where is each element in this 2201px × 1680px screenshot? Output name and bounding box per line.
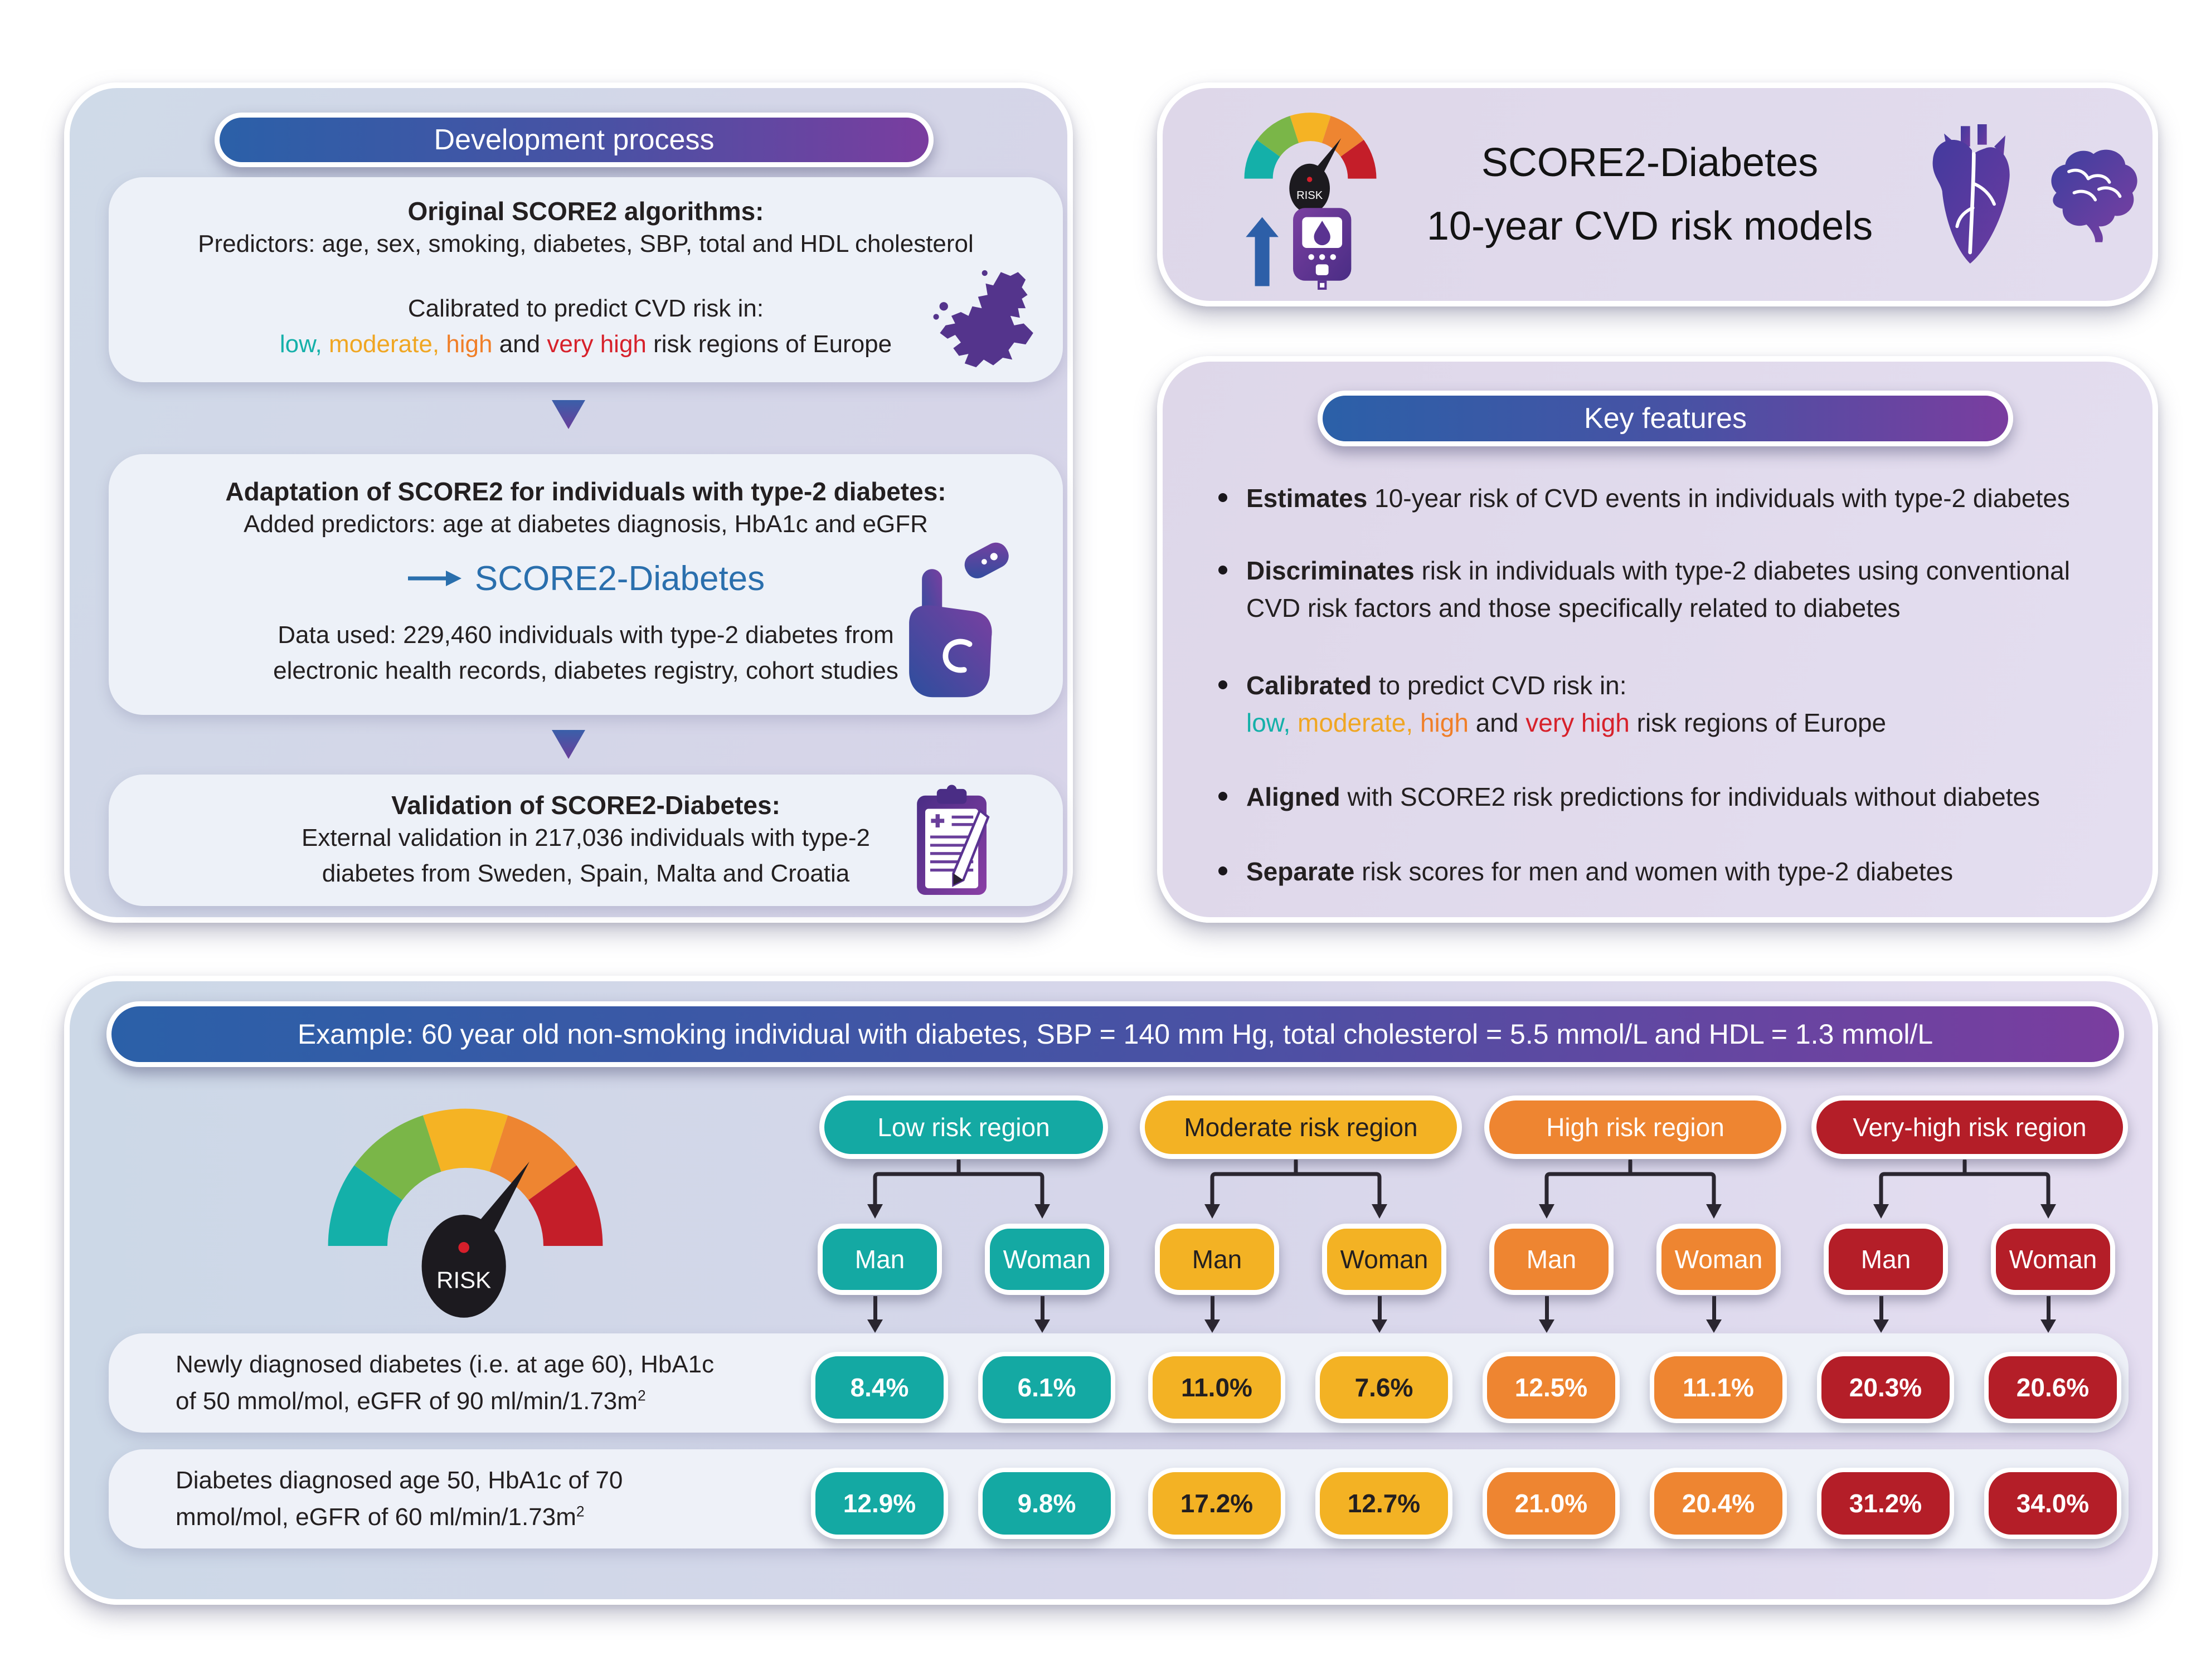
validation-box bbox=[109, 775, 1063, 906]
region-pill-low bbox=[819, 1095, 1108, 1159]
superscript: 2 bbox=[576, 1503, 585, 1520]
value-high-man-2: 21.0% bbox=[1483, 1468, 1620, 1539]
clipboard-icon bbox=[906, 782, 1006, 898]
down-arrow bbox=[1706, 1296, 1722, 1333]
value-very-high-woman-2: 34.0% bbox=[1984, 1468, 2121, 1539]
score2-diabetes-label: SCORE2-Diabetes bbox=[474, 559, 765, 598]
down-arrow bbox=[1204, 1296, 1220, 1333]
region-label: Low risk region bbox=[877, 1113, 1050, 1142]
box2-data-line2: electronic health records, diabetes registry, cohort studies bbox=[273, 656, 898, 684]
gauge-risk-label: RISK bbox=[436, 1267, 492, 1293]
example-panel bbox=[64, 976, 2158, 1605]
risk-word-rest: risk regions of Europe bbox=[646, 330, 892, 358]
branch-connector bbox=[1201, 1160, 1391, 1222]
value-low-man-2: 12.9% bbox=[811, 1468, 948, 1539]
box2-title: Adaptation of SCORE2 for individuals with type-2 diabetes: bbox=[225, 477, 946, 506]
branch-connector bbox=[1870, 1160, 2059, 1222]
risk-gauge-icon bbox=[1235, 104, 1386, 216]
box2-added-predictors: Added predictors: age at diabetes diagnosis, HbA1c and eGFR bbox=[244, 510, 928, 538]
value-moderate-woman-1: 7.6% bbox=[1315, 1352, 1452, 1423]
value-high-woman-2: 20.4% bbox=[1650, 1468, 1787, 1539]
risk-word-high: high bbox=[1420, 708, 1469, 737]
man-label: Man bbox=[1860, 1245, 1911, 1274]
title-panel bbox=[1157, 82, 2158, 306]
glucose-meter-icon bbox=[1241, 206, 1380, 290]
bullet-dot bbox=[1218, 680, 1227, 689]
scenario-1-label bbox=[176, 1346, 714, 1420]
feature-rest-line2: CVD risk factors and those specifically related to diabetes bbox=[1246, 593, 1901, 622]
feature-rest: risk scores for men and women with type-2 diabetes bbox=[1354, 857, 1954, 886]
woman-label: Woman bbox=[2009, 1245, 2097, 1274]
woman-label: Woman bbox=[1674, 1245, 1763, 1274]
region-pill-very-high bbox=[1811, 1095, 2128, 1159]
key-feature-item bbox=[1218, 853, 2116, 890]
feature-rest: 10-year risk of CVD events in individuals with type-2 diabetes bbox=[1367, 484, 2070, 513]
man-label: Man bbox=[1526, 1245, 1577, 1274]
box3-title: Validation of SCORE2-Diabetes: bbox=[391, 791, 780, 820]
down-arrow bbox=[1873, 1296, 1889, 1333]
risk-word-very-high: very high bbox=[1525, 708, 1630, 737]
value-very-high-man-1: 20.3% bbox=[1817, 1352, 1954, 1423]
value-low-woman-1: 6.1% bbox=[978, 1352, 1115, 1423]
key-feature-text bbox=[1246, 667, 1886, 741]
value-very-high-woman-1: 20.6% bbox=[1984, 1352, 2121, 1423]
heart-icon bbox=[1916, 117, 2028, 276]
region-pill-moderate bbox=[1140, 1095, 1462, 1159]
down-arrow bbox=[1372, 1296, 1387, 1333]
brain-icon bbox=[2039, 128, 2145, 257]
feature-bold: Estimates bbox=[1246, 484, 1368, 513]
man-pill-high bbox=[1489, 1224, 1614, 1295]
original-score2-box bbox=[109, 177, 1063, 382]
adaptation-box bbox=[109, 454, 1063, 715]
bullet-dot bbox=[1218, 566, 1227, 574]
europe-map-icon bbox=[911, 266, 1056, 381]
bullet-dot bbox=[1218, 493, 1227, 502]
region-label: Moderate risk region bbox=[1184, 1113, 1418, 1142]
main-title-line2: 10-year CVD risk models bbox=[1426, 203, 1873, 249]
woman-pill-low bbox=[985, 1224, 1109, 1295]
feature-rest: to predict CVD risk in: bbox=[1371, 671, 1627, 700]
risk-word-moderate: moderate, bbox=[1298, 708, 1420, 737]
key-feature-item bbox=[1218, 480, 2116, 517]
feature-bold: Separate bbox=[1246, 857, 1355, 886]
down-arrow-icon bbox=[552, 400, 585, 429]
right-arrow-icon bbox=[407, 568, 463, 588]
box2-data-line1: Data used: 229,460 individuals with type-2 diabetes from bbox=[278, 621, 894, 649]
risk-word-high: high bbox=[446, 330, 493, 358]
example-header bbox=[106, 1001, 2124, 1067]
key-feature-text bbox=[1246, 778, 2040, 816]
key-feature-text bbox=[1246, 552, 2070, 626]
gauge-risk-label: RISK bbox=[1296, 189, 1323, 202]
feature-rest: with SCORE2 risk predictions for individuals without diabetes bbox=[1340, 782, 2040, 811]
down-arrow bbox=[1034, 1296, 1050, 1333]
value-low-man-1: 8.4% bbox=[811, 1352, 948, 1423]
value-moderate-woman-2: 12.7% bbox=[1315, 1468, 1452, 1539]
scenario-2-line1: Diabetes diagnosed age 50, HbA1c of 70 bbox=[176, 1467, 623, 1494]
development-process-title: Development process bbox=[434, 124, 715, 156]
scenario-1-line2: of 50 mmol/mol, eGFR of 90 $ml/\min/1.73m^2$ bbox=[176, 1387, 646, 1415]
box1-title: Original SCORE2 algorithms: bbox=[407, 197, 764, 226]
man-pill-very-high bbox=[1824, 1224, 1948, 1295]
risk-word-and: and bbox=[1468, 708, 1526, 737]
feature-bold: Aligned bbox=[1246, 782, 1340, 811]
key-features-header bbox=[1318, 391, 2013, 446]
main-title-line1: SCORE2-Diabetes bbox=[1481, 140, 1819, 185]
key-features-panel bbox=[1157, 356, 2158, 923]
risk-word-low: low, bbox=[1246, 708, 1298, 737]
value-moderate-man-1: 11.0% bbox=[1148, 1352, 1285, 1423]
risk-word-low: low, bbox=[279, 330, 329, 358]
key-feature-text bbox=[1246, 480, 2070, 517]
region-label: High risk region bbox=[1546, 1113, 1724, 1142]
region-label: Very-high risk region bbox=[1853, 1113, 2087, 1142]
down-arrow bbox=[867, 1296, 883, 1333]
value-very-high-man-2: 31.2% bbox=[1817, 1468, 1954, 1539]
key-feature-item bbox=[1218, 667, 2116, 741]
bullet-dot bbox=[1218, 866, 1227, 875]
box1-predictors: Predictors: age, sex, smoking, diabetes, SBP, total and HDL cholesterol bbox=[198, 230, 974, 257]
feature-rest: risk in individuals with type-2 diabetes using conventional bbox=[1414, 556, 2070, 585]
value-low-woman-2: 9.8% bbox=[978, 1468, 1115, 1539]
value-high-woman-1: 11.1% bbox=[1650, 1352, 1787, 1423]
key-feature-item bbox=[1218, 552, 2116, 626]
development-process-panel bbox=[64, 82, 1073, 923]
branch-connector bbox=[1536, 1160, 1725, 1222]
down-arrow-icon bbox=[552, 730, 585, 759]
key-features-title: Key features bbox=[1584, 402, 1747, 435]
risk-word-and: and bbox=[492, 330, 547, 358]
feature-bold: Discriminates bbox=[1246, 556, 1415, 585]
development-process-header bbox=[215, 113, 934, 167]
man-pill-low bbox=[818, 1224, 942, 1295]
value-high-man-1: 12.5% bbox=[1483, 1352, 1620, 1423]
woman-pill-very-high bbox=[1991, 1224, 2115, 1295]
finger-prick-icon bbox=[889, 532, 1017, 705]
region-pill-high bbox=[1484, 1095, 1786, 1159]
feature-bold: Calibrated bbox=[1246, 671, 1372, 700]
box3-line1: External validation in 217,036 individuals with type-2 bbox=[302, 824, 870, 851]
branch-connector bbox=[864, 1160, 1053, 1222]
bullet-dot bbox=[1218, 792, 1227, 801]
main-title bbox=[1399, 132, 1901, 259]
risk-word-moderate: moderate, bbox=[328, 330, 446, 358]
risk-word-very-high: very high bbox=[547, 330, 647, 358]
superscript: 2 bbox=[637, 1387, 646, 1404]
box1-calibrated: Calibrated to predict CVD risk in: bbox=[407, 294, 764, 322]
scenario-2-line2: mmol/mol, eGFR of 60 $ml/\min/1.73m^2$ bbox=[176, 1503, 585, 1531]
down-arrow bbox=[2040, 1296, 2056, 1333]
woman-pill-moderate bbox=[1322, 1224, 1446, 1295]
man-label: Man bbox=[854, 1245, 905, 1274]
box3-line2: diabetes from Sweden, Spain, Malta and Croatia bbox=[322, 859, 850, 887]
value-moderate-man-2: 17.2% bbox=[1148, 1468, 1285, 1539]
woman-label: Woman bbox=[1003, 1245, 1091, 1274]
risk-gauge-icon bbox=[309, 1090, 621, 1324]
woman-pill-high bbox=[1656, 1224, 1781, 1295]
scenario-2-label bbox=[176, 1462, 623, 1536]
scenario-1-line1: Newly diagnosed diabetes (i.e. at age 60), HbA1c bbox=[176, 1351, 715, 1378]
example-header-text: Example: 60 year old non-smoking individual with diabetes, SBP = 140 mm Hg, total cholesterol = 5.5 mmol/L and HDL = 1.3 mmol/L bbox=[297, 1019, 1933, 1050]
man-pill-moderate bbox=[1155, 1224, 1279, 1295]
man-label: Man bbox=[1192, 1245, 1242, 1274]
key-feature-item bbox=[1218, 778, 2116, 816]
woman-label: Woman bbox=[1340, 1245, 1429, 1274]
down-arrow bbox=[1539, 1296, 1554, 1333]
key-feature-text bbox=[1246, 853, 1953, 890]
risk-word-rest: risk regions of Europe bbox=[1629, 708, 1887, 737]
